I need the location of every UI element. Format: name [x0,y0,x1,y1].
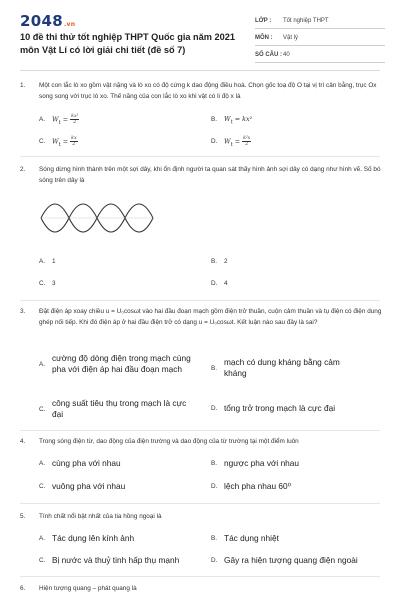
option-d[interactable]: D. Gây ra hiện tượng quang điện ngoài [211,555,358,565]
option-a[interactable]: A. cường độ dòng điện trong mạch cùng pha với điện áp hai đầu đoạn mạch [39,353,191,374]
question-number: 4. [20,438,26,445]
header-divider [20,70,380,71]
page-header [0,0,400,66]
option-d[interactable]: D. $W_t$ = $\frac{\text{k²x}}{2}$ [211,136,251,148]
question-divider [20,300,380,301]
question-text: Sóng dừng hình thành trên một sợi dây, khi ổn định người ta quan sát thấy hình ảnh sợi dây có dạng như hình vẽ. Số bó sóng trên dây là [39,166,381,184]
question-3 [0,306,400,428]
option-a[interactable]: A. cùng pha với nhau [39,458,121,468]
question-divider [20,576,380,577]
question-2 [0,164,400,294]
question-divider [20,503,380,504]
option-a[interactable]: A. $W_t$ = $\frac{\text{kx²}}{2}$ [39,114,79,126]
question-5 [0,511,400,571]
option-c[interactable]: C. công suất tiêu thụ trong mạch là cực đại [39,398,187,419]
exam-title: 10 đề thi thử tốt nghiệp THPT Quốc gia năm 2021 môn Vật Lí có lời giải chi tiết (đề số 7) [20,32,235,55]
option-c[interactable]: C. Bị nước và thuỷ tinh hấp thụ mạnh [39,555,180,565]
option-b[interactable]: B. mạch có dung kháng bằng cảm kháng [211,357,340,378]
exam-meta [255,14,385,65]
option-c[interactable]: C. vuông pha với nhau [39,481,126,491]
question-text: Một con lắc lò xo gồm vật nặng và lò xo có độ cứng k dao động điều hoà. Chọn gốc toạ độ O tại vị trí cân bằng, trục Ox song song với trục lò xo. Thế năng của con lắc lò xo khi vật có li độ x là [39,82,377,100]
option-b[interactable]: B. 2 [211,258,228,265]
option-b[interactable]: B. Tác dụng nhiệt [211,533,279,543]
question-1 [0,80,400,165]
meta-question-count: SỐ CÂU : 40 [255,48,385,63]
question-6 [0,583,400,599]
standing-wave-figure [39,190,155,246]
option-d[interactable]: D. 4 [211,280,228,287]
question-text: Trong sóng điện từ, dao động của điện trường và dao động của từ trường tại một điểm luôn [39,438,299,445]
question-4 [0,436,400,496]
option-d[interactable]: D. tổng trở trong mạch là cực đại [211,403,336,413]
option-b[interactable]: B. $W_t = kx^2$ [211,115,253,126]
question-number: 1. [20,82,26,89]
option-c[interactable]: C. 3 [39,280,56,287]
question-number: 3. [20,308,26,315]
question-number: 6. [20,585,26,592]
option-a[interactable]: A. Tác dụng lên kính ảnh [39,533,135,543]
site-logo[interactable]: 2048.vn [20,12,76,30]
question-number: 2. [20,166,26,173]
option-b[interactable]: B. ngược pha với nhau [211,458,300,468]
option-a[interactable]: A. 1 [39,258,56,265]
option-d[interactable]: D. lệch pha nhau 60⁰ [211,481,291,491]
meta-subject: MÔN : Vật lý [255,31,385,46]
question-text: Đặt điện áp xoay chiều u = U₀cosωt vào hai đầu đoạn mạch gồm điện trở thuần, cuộn cảm thuần và tụ điện có điện dung ghép nối tiếp. Khi đó điện áp ở hai đầu điện trở có dạng u = U₀cosωt. Kết luận nào sau đây là sai? [39,308,382,326]
question-text: Tính chất nổi bật nhất của tia hồng ngoại là [39,513,162,520]
question-number: 5. [20,513,26,520]
question-divider [20,156,380,157]
question-divider [20,430,380,431]
meta-class: LỚP : Tốt nghiệp THPT [255,14,385,29]
question-text: Hiện tượng quang – phát quang là [39,585,137,592]
option-c[interactable]: C. $W_t$ = $\frac{kx}{2}$ [39,136,77,148]
